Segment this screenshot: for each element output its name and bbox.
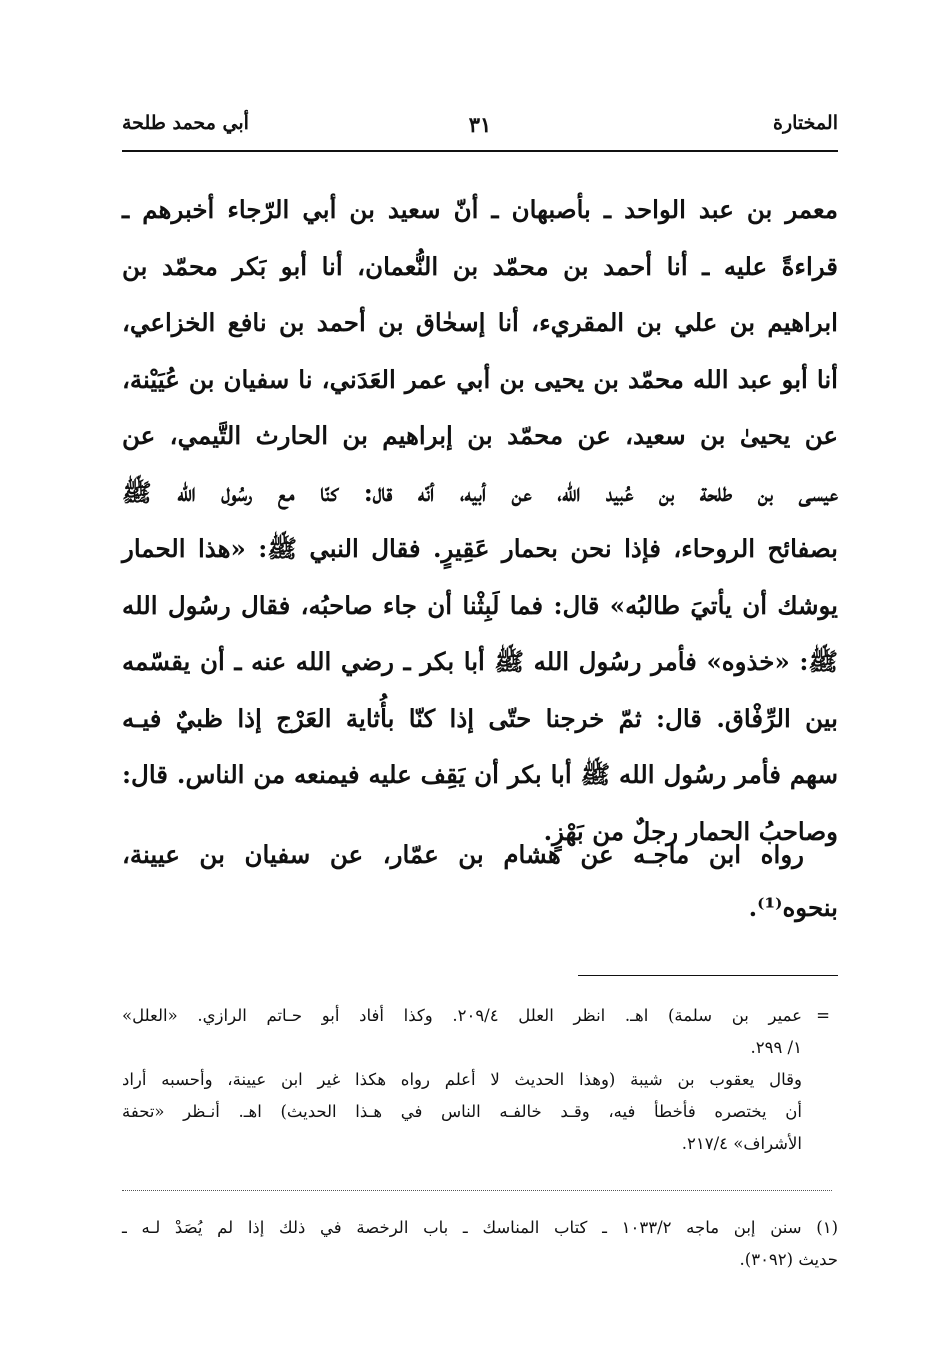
narration-paragraph [122,828,838,934]
footnote-line: عمير بن سلمة) اهـ. انظر العلل ٢٠٩/٤. وكذا أفاد أبو حـاتم الرازي. «العلل» [122,1006,802,1025]
text-line: سهم فأمر رسُول الله ﷺ أبا بكر أن يَقِف عليه فيمنعه من الناس. قال: [122,760,838,789]
footnote-line: حديث (٣٠٩٢). [739,1250,838,1269]
main-text [122,182,838,860]
footnote-line: ١/ ٢٩٩. [750,1038,802,1057]
footnote-separator [578,975,838,976]
footnote-line: الأشراف» ٢١٧/٤. [681,1134,802,1153]
text-line: رواه ابن ماجـه عن هشام بن عمّار، عن سفيان بن عيينة، [122,840,804,869]
text-line: يوشك أن يأتيَ طالبُه» قال: فما لَبِثْنا أن جاء صاحبُه، فقال رسُول الله [122,590,838,620]
text-line: بنحوه⁽¹⁾. [748,893,838,922]
text-line: قراءةً عليه ـ أنا أحمد بن محمّد بن النُّعمان، أنا أبو بَكر محمّد بن [122,251,838,281]
continuation-marker: = [816,1006,830,1025]
text-line: معمر بن عبد الواحد ـ بأصبهان ـ أنّ سعيد بن أبي الرّجاء أخبرهم ـ [122,195,838,224]
footnote-line: أن يختصره فأخطأ فيه، وقـد خالفـه الناس في هـذا الحديث) اهـ. أنـظر «تحفة [122,1102,802,1121]
text-line: عيسى بن طلحة بن عُبيد الله، عن أبيه، أنّه قال: كنّا مع رسُول الله ﷺ [122,477,838,507]
text-line: ﷺ: «خذوه» فأمر رسُول الله ﷺ أبا بكر ـ رضي الله عنه ـ أن يقسّمه [122,647,838,676]
text-line: بين الرِّفْاق. قال: ثمّ خرجنا حتّى إذا كنّا بأُثاية العَرْج إذا ظبيٌ فيـه [122,703,838,733]
header-rule [122,150,838,152]
dotted-divider [122,1190,832,1191]
footnote-block [122,1000,838,1160]
footnote-line: وقال يعقوب بن شيبة (وهذا الحديث لا أعلم رواه هكذا غير ابن عيينة، وأحسبه أراد [122,1070,802,1089]
text-line: أنا أبو عبد الله محمّد بن يحيى بن أبي عمر العَدَني، نا سفيان بن عُيَيْنة، [122,364,838,394]
footnote-line: (١) سنن إبن ماجه ١٠٣٣/٢ ـ كتاب المناسك ـ باب الرخصة في ذلك إذا لم يُصَدْ لـه ـ [122,1218,838,1237]
page-number: ٣١ [468,112,492,137]
header-book-title: المختارة [773,112,838,134]
footnote-1 [122,1212,838,1276]
running-header [122,112,838,152]
text-line: وصاحبُ الحمار رجلٌ من بَهْزٍ. [543,816,838,846]
header-section-title: أبي محمد طلحة [122,112,249,134]
footnote-continuation [122,1000,838,1160]
text-line: بصفائح الروحاء، فإذا نحن بحمار عَقِيرٍ. فقال النبي ﷺ: «هذا الحمار [122,534,838,563]
text-line: عن يحيىٰ بن سعيد، عن محمّد بن إبراهيم بن الحارث التَّيمي، عن [122,421,838,450]
text-line: ابراهيم بن علي بن المقريء، أنا إسحٰاق بن أحمد بن نافع الخزاعي، [122,308,838,337]
